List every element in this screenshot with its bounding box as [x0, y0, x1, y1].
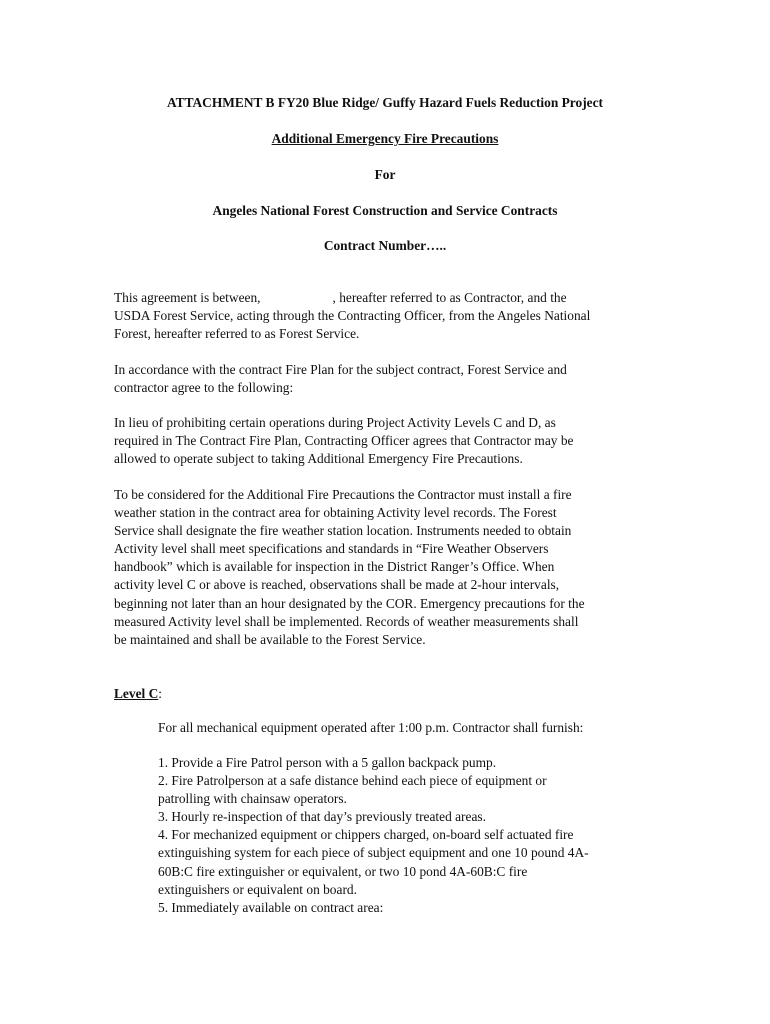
list-item: 4. For mechanized equipment or chippers charged, on-board self actuated fire — [158, 827, 574, 843]
paragraph-line: activity level C or above is reached, observations shall be made at 2-hour intervals, — [114, 577, 560, 593]
level-c-intro-text: For all mechanical equipment operated after 1:00 p.m. Contractor shall furnish: — [158, 720, 584, 735]
agreement-line-2: USDA Forest Service, acting through the Contracting Officer, from the Angeles National — [114, 308, 591, 324]
document-title: ATTACHMENT B FY20 Blue Ridge/ Guffy Hazard Fuels Reduction Project — [166, 95, 604, 110]
paragraph-line: allowed to operate subject to taking Additional Emergency Fire Precautions. — [114, 451, 523, 467]
list-item: 1. Provide a Fire Patrol person with a 5 gallon backpack pump. — [158, 755, 497, 770]
list-item: 3. Hourly re-inspection of that day’s previously treated areas. — [158, 809, 486, 825]
for-label: For — [374, 167, 396, 182]
agreement-line-1-start: This agreement is between, — [114, 290, 261, 305]
paragraph-line: In lieu of prohibiting certain operations during Project Activity Levels C and D, as — [114, 415, 556, 430]
list-item: 2. Fire Patrolperson at a safe distance behind each piece of equipment or — [158, 773, 547, 789]
paragraph-line: weather station in the contract area for obtaining Activity level records. The Forest — [114, 505, 557, 521]
weather-station-paragraph — [114, 486, 674, 649]
list-item: 60B:C fire extinguisher or equivalent, or two 10 pond 4A-60B:C fire — [158, 863, 528, 879]
list-item: extinguishers or equivalent on board. — [158, 881, 357, 897]
level-c-colon: : — [158, 686, 162, 701]
agreement-line-1 — [114, 289, 674, 307]
contract-number-heading: Contract Number….. — [323, 238, 447, 253]
paragraph-line: measured Activity level shall be implemented. Records of weather measurements shall — [114, 613, 579, 629]
level-c-list — [158, 754, 678, 917]
list-item: extinguishing system for each piece of subject equipment and one 10 pound 4A- — [158, 845, 589, 861]
document-subtitle: Additional Emergency Fire Precautions — [271, 131, 499, 146]
paragraph-line: handbook” which is available for inspection in the District Ranger’s Office. When — [114, 559, 555, 575]
level-c-heading — [114, 686, 162, 702]
list-item: 5. Immediately available on contract area: — [158, 899, 384, 915]
paragraph-line: Service shall designate the fire weather station location. Instruments needed to obtain — [114, 523, 572, 539]
list-item: patrolling with chainsaw operators. — [158, 791, 347, 807]
agreement-paragraph — [114, 289, 674, 343]
paragraph-line: In accordance with the contract Fire Plan for the subject contract, Forest Service and — [114, 362, 567, 377]
paragraph-line: To be considered for the Additional Fire Precautions the Contractor must install a fire — [114, 487, 572, 502]
paragraph-line: contractor agree to the following: — [114, 380, 294, 396]
in-lieu-paragraph — [114, 414, 674, 468]
accordance-paragraph — [114, 361, 674, 397]
paragraph-line: required in The Contract Fire Plan, Contracting Officer agrees that Contractor may be — [114, 433, 574, 449]
paragraph-line: beginning not later than an hour designated by the COR. Emergency precautions for the — [114, 595, 585, 611]
paragraph-line: Activity level shall meet specifications and standards in “Fire Weather Observers — [114, 541, 549, 557]
level-c-label: Level C — [114, 686, 159, 701]
agreement-line-3: Forest, hereafter referred to as Forest Service. — [114, 326, 360, 342]
paragraph-line: be maintained and shall be available to the Forest Service. — [114, 631, 426, 647]
agreement-line-1-end: , hereafter referred to as Contractor, and the — [332, 290, 567, 305]
level-c-intro — [158, 719, 678, 737]
forest-contracts-heading: Angeles National Forest Construction and Service Contracts — [212, 203, 558, 218]
